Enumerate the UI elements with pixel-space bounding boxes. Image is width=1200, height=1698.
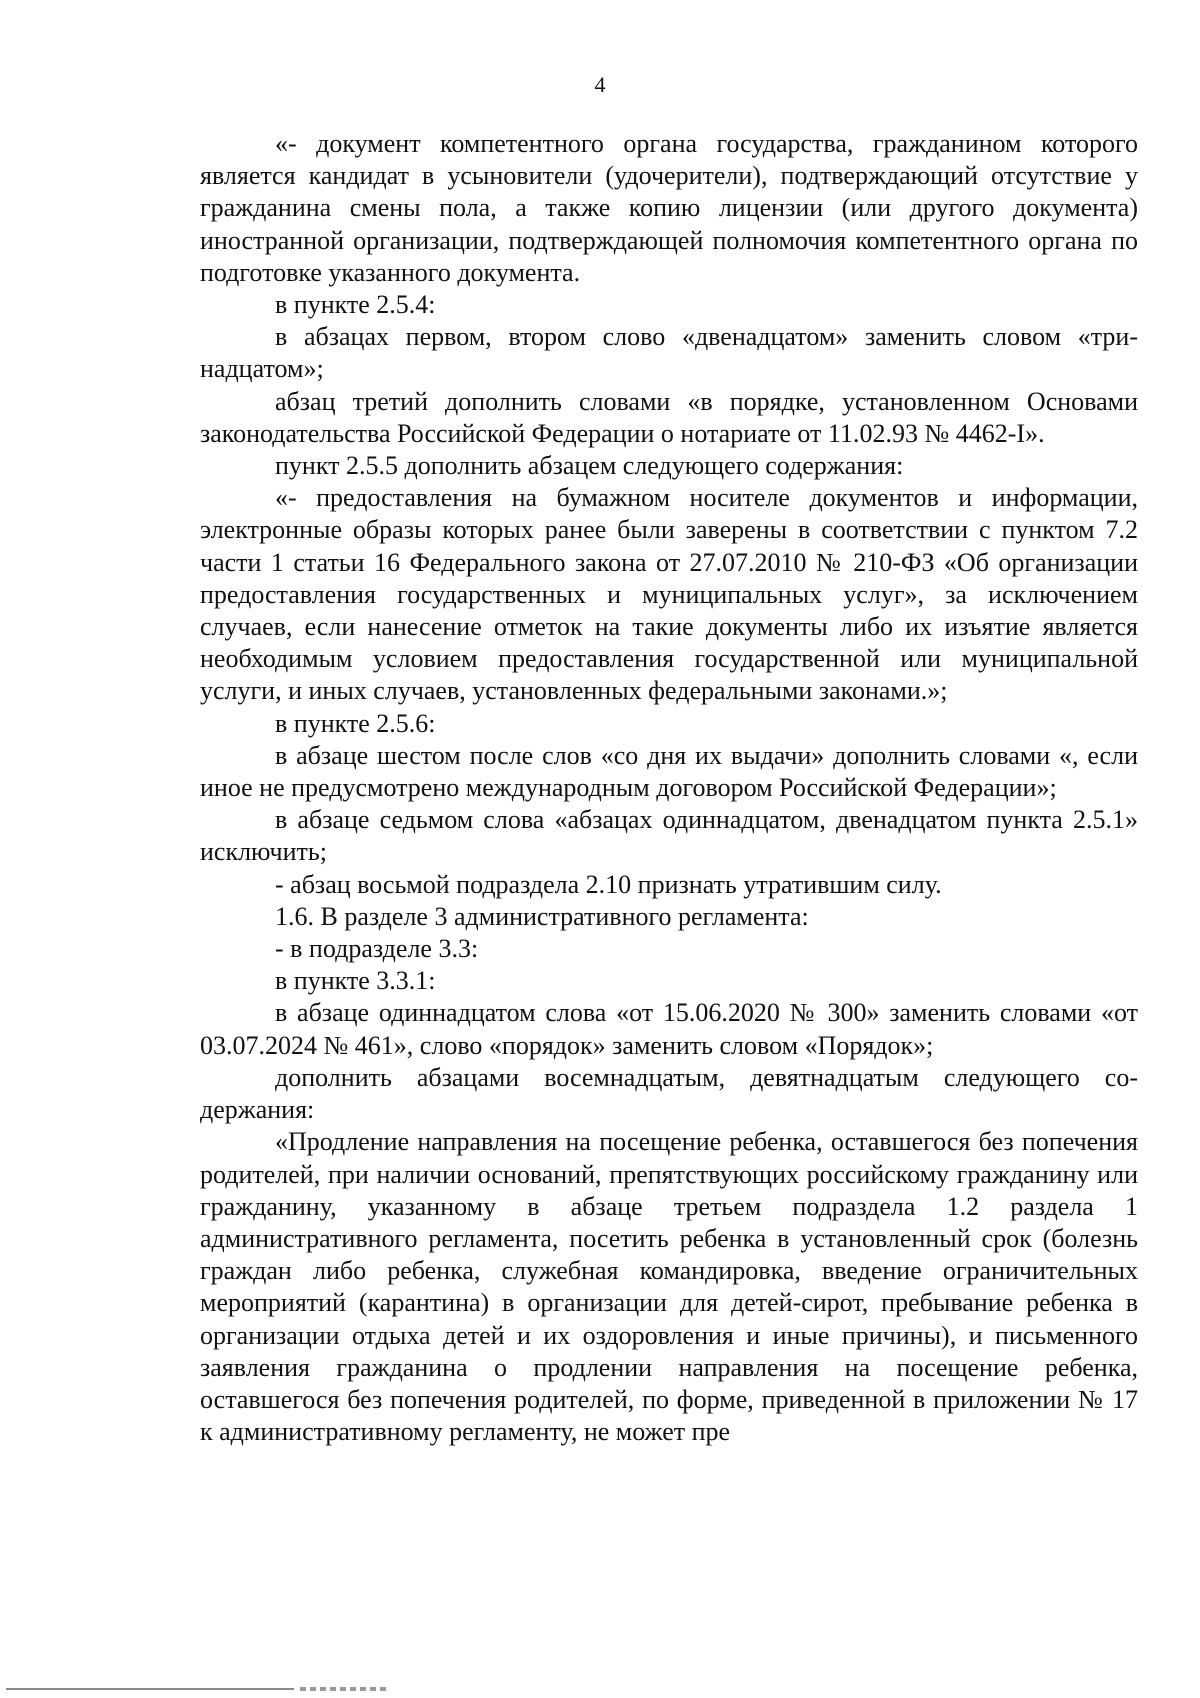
paragraph: - абзац восьмой подраздела 2.10 признать утратившим силу. (275, 869, 942, 899)
paragraph: в пункте 3.3.1: (275, 966, 436, 996)
paragraph: - в подразделе 3.3: (275, 934, 479, 964)
document-body (200, 128, 1138, 1448)
paragraph: 1.6. В разделе 3 административного регламента: (275, 901, 809, 931)
paragraph: «- документ компетентного органа государства, гражданином которого является кандидат в усыновители (удочерители), подтверждающий отсутствие у гражданина смены пола, а также копию лицензии (или другого документа) иностранной организации, подтверждающей полномочия компетентного органа по подготовке указанного документа. (200, 129, 1138, 287)
paragraph: в абзаце шестом после слов «со дня их выдачи» дополнить словами «, если иное не предусмотрено международным договором Российской Федерации»; (200, 740, 1138, 803)
paragraph: «- предоставления на бумажном носителе документов и информации, электронные образы которых ранее были заверены в соответствии с пунктом 7.2 части 1 статьи 16 Федерального закона от 27.07.2010 № 210-ФЗ «Об организации предоставления государственных и муниципальных услуг», за исключением случаев, если нанесение отметок на такие документы либо их изъятие является необходимым условием предоставления государственной или муниципальной услуги, и иных случаев, установленных федеральными законами.»; (200, 483, 1138, 706)
paragraph: «Продление направления на посещение ребенка, оставшегося без попечения родителей, при наличии оснований, препятствующих российскому гражданину или гражданину, указанному в абзаце третьем подраздела 1.2 раздела 1 административного регламента, посетить ребенка в установленный срок (болезнь граждан либо ребенка, служебная командировка, введение ограничительных мероприятий (карантина) в организации для детей-сирот, пребывание ребенка в организации отдыха детей и их оздоровления и иные причины), и письменного заявления гражданина о продлении направления на посещение ребенка, оставшегося без попечения родителей, по форме, приведенной в приложении № 17 к административному регламенту, не может пре (200, 1127, 1138, 1447)
footer-scan-mark (300, 1687, 390, 1691)
paragraph: в абзаце одиннадцатом слова «от 15.06.2020 № 300» заменить словами «от 03.07.2024 № 461», слово «порядок» заменить словом «Порядок»; (200, 998, 1138, 1060)
paragraph: в пункте 2.5.6: (275, 708, 436, 738)
paragraph: в пункте 2.5.4: (275, 290, 436, 320)
paragraph: пункт 2.5.5 дополнить абзацем следующего содержания: (275, 451, 904, 481)
footer-rule (6, 1688, 294, 1690)
page-number: 4 (594, 72, 606, 97)
paragraph: в абзацах первом, втором слово «двенадцатом» заменить словом «тринадцатом»; (200, 322, 1138, 384)
paragraph: в абзаце седьмом слова «абзацах одиннадцатом, двенадцатом пункта 2.5.1» исключить; (200, 805, 1138, 867)
paragraph: абзац третий дополнить словами «в порядке, установленном Основами законодательства Российской Федерации о нотариате от 11.02.93 № 4462-I». (200, 386, 1138, 448)
paragraph: дополнить абзацами восемнадцатым, девятнадцатым следующего содержания: (200, 1062, 1138, 1125)
